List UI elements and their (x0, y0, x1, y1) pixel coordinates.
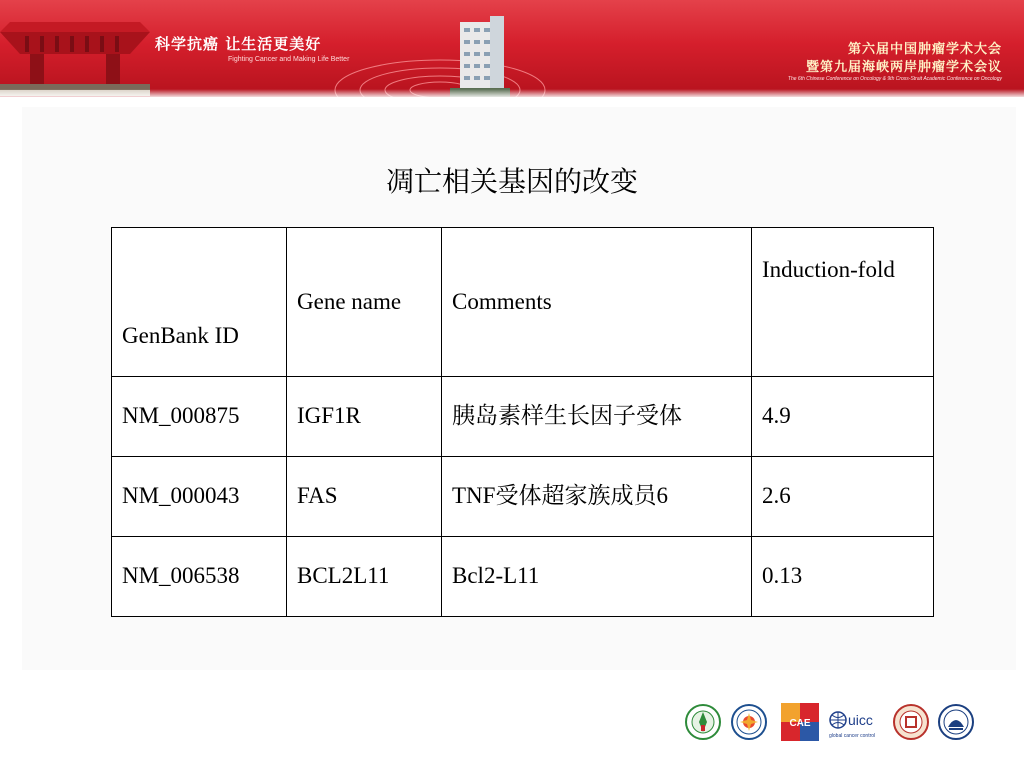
cell-gene-name: BCL2L11 (287, 537, 442, 617)
association-emblem-icon (684, 703, 722, 741)
slogan-english: Fighting Cancer and Making Life Better (228, 56, 350, 63)
cell-gene-name: IGF1R (287, 377, 442, 457)
society-seal-icon (730, 703, 768, 741)
header-gene-name: Gene name (287, 228, 442, 377)
table-row (112, 537, 934, 617)
header-comments: Comments (442, 228, 752, 377)
header-banner (0, 0, 1024, 97)
cell-genbank-id: NM_000043 (112, 457, 287, 537)
uicc-logo (828, 703, 888, 741)
institute-seal-icon (937, 703, 975, 741)
hospital-building-icon (450, 12, 510, 97)
uicc-label: uicc (848, 712, 873, 728)
ripple-decoration (330, 2, 550, 97)
table-row (112, 457, 934, 537)
conference-title-line2: 暨第九届海峡两岸肿瘤学术会议 (805, 60, 1002, 75)
university-seal-icon (892, 703, 930, 741)
cell-induction-fold: 2.6 (752, 457, 934, 537)
slide-title: 凋亡相关基因的改变 (385, 165, 638, 198)
cell-comments: 胰岛素样生长因子受体 (442, 377, 752, 457)
cell-genbank-id: NM_006538 (112, 537, 287, 617)
cell-gene-name: FAS (287, 457, 442, 537)
header-genbank-id: GenBank ID (112, 228, 287, 377)
uicc-subtitle: global cancer control (829, 733, 876, 739)
slogan-chinese: 科学抗癌 让生活更美好 (155, 35, 322, 53)
gene-table (111, 227, 934, 617)
table-header-row (112, 228, 934, 377)
cell-genbank-id: NM_000875 (112, 377, 287, 457)
china-pavilion-icon (0, 14, 150, 96)
cell-comments: TNF受体超家族成员6 (442, 457, 752, 537)
conference-title-english: The 6th Chinese Conference on Oncology & 9th Cross-Strait Academic Conference on Oncology (787, 76, 1002, 82)
cell-induction-fold: 0.13 (752, 537, 934, 617)
header-induction-fold: Induction-fold (752, 228, 934, 377)
table-row (112, 377, 934, 457)
caca-cae-logo (781, 703, 819, 741)
cae-label: CAE (789, 718, 811, 729)
cell-induction-fold: 4.9 (752, 377, 934, 457)
cell-comments: Bcl2-L11 (442, 537, 752, 617)
conference-title-line1: 第六届中国肿瘤学术大会 (847, 42, 1002, 57)
